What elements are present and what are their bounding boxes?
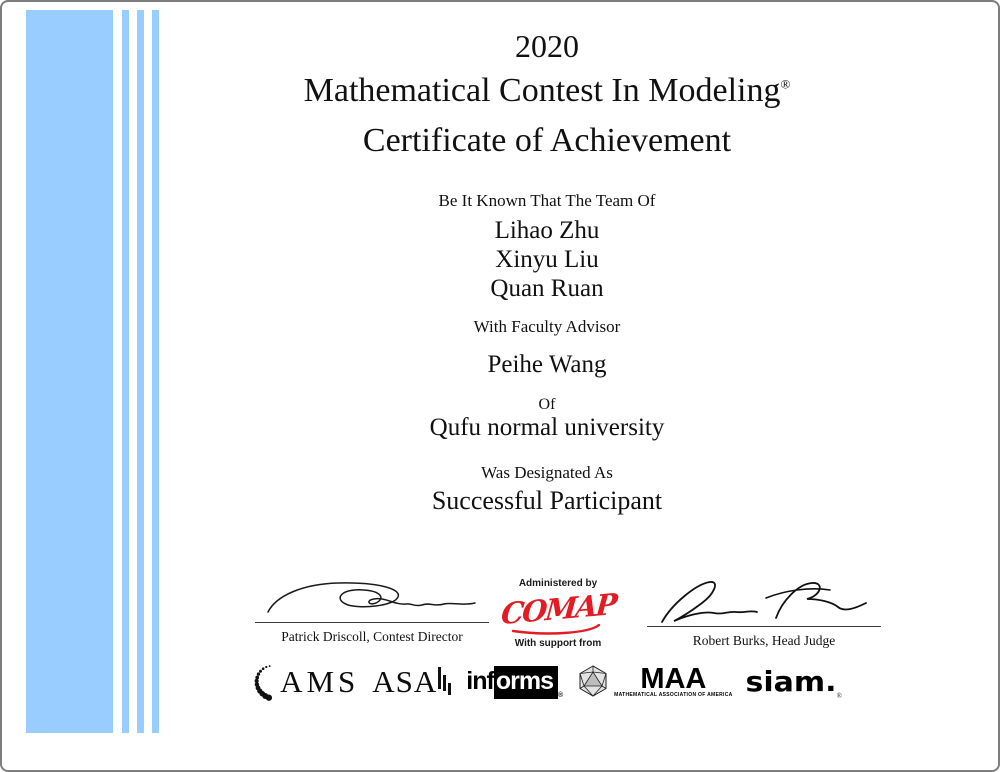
head-judge-signature-block xyxy=(647,576,881,649)
informs-logo xyxy=(466,666,563,699)
burks-signature-line xyxy=(647,626,881,627)
maa-text-column xyxy=(614,663,733,698)
year-text: 2020 xyxy=(515,28,579,64)
comap-swash-icon xyxy=(509,624,605,636)
contest-director-signature-block xyxy=(255,578,489,645)
asa-bars-icon xyxy=(437,665,453,699)
comap-logo xyxy=(495,586,621,638)
ams-dots-arc-icon xyxy=(252,660,278,704)
asa-logo xyxy=(372,664,453,700)
maa-polyhedron-icon xyxy=(576,664,610,700)
team-intro-text: Be It Known That The Team Of xyxy=(438,191,656,210)
of-text: Of xyxy=(538,396,556,413)
maa-logo xyxy=(576,664,732,700)
team-member-name-2: Xinyu Liu xyxy=(495,246,599,273)
comap-logo-text: COMAP xyxy=(499,586,617,632)
administered-by-text: Administered by xyxy=(518,578,598,589)
burks-signature-icon xyxy=(652,576,876,626)
team-member-name-3: Quan Ruan xyxy=(490,275,604,302)
siam-registered-mark: ® xyxy=(836,691,842,700)
comap-block xyxy=(495,578,621,649)
with-support-text: With support from xyxy=(514,638,602,649)
driscoll-caption: Patrick Driscoll, Contest Director xyxy=(281,629,463,644)
certificate-subtitle: Certificate of Achievement xyxy=(362,122,732,159)
registered-mark: ® xyxy=(780,76,791,92)
siam-logo xyxy=(746,665,842,700)
team-member-name-1: Lihao Zhu xyxy=(494,217,600,244)
contest-title xyxy=(92,72,1000,110)
burks-caption: Robert Burks, Head Judge xyxy=(692,633,836,648)
asa-text: ASA xyxy=(372,664,438,699)
contest-title-text: Mathematical Contest In Modeling xyxy=(303,72,781,109)
driscoll-signature-line xyxy=(255,622,489,623)
advisor-name: Peihe Wang xyxy=(487,351,607,378)
siam-text: siam. xyxy=(745,665,837,699)
informs-box-text: orms xyxy=(494,666,558,699)
informs-prefix-text: inf xyxy=(466,666,494,695)
advisor-intro-text: With Faculty Advisor xyxy=(473,317,621,336)
informs-registered-mark: ® xyxy=(557,691,564,699)
designation-intro-text: Was Designated As xyxy=(481,463,613,482)
maa-text: MAA xyxy=(640,663,707,695)
driscoll-signature-icon xyxy=(262,578,482,622)
ams-text: AMS xyxy=(280,664,360,699)
designation-text: Successful Participant xyxy=(431,486,663,515)
sponsor-logos-row xyxy=(92,655,1000,709)
maa-subtext: MATHEMATICAL ASSOCIATION OF AMERICA xyxy=(614,692,733,698)
institution-name: Qufu normal university xyxy=(429,414,665,441)
ams-logo xyxy=(252,660,359,704)
